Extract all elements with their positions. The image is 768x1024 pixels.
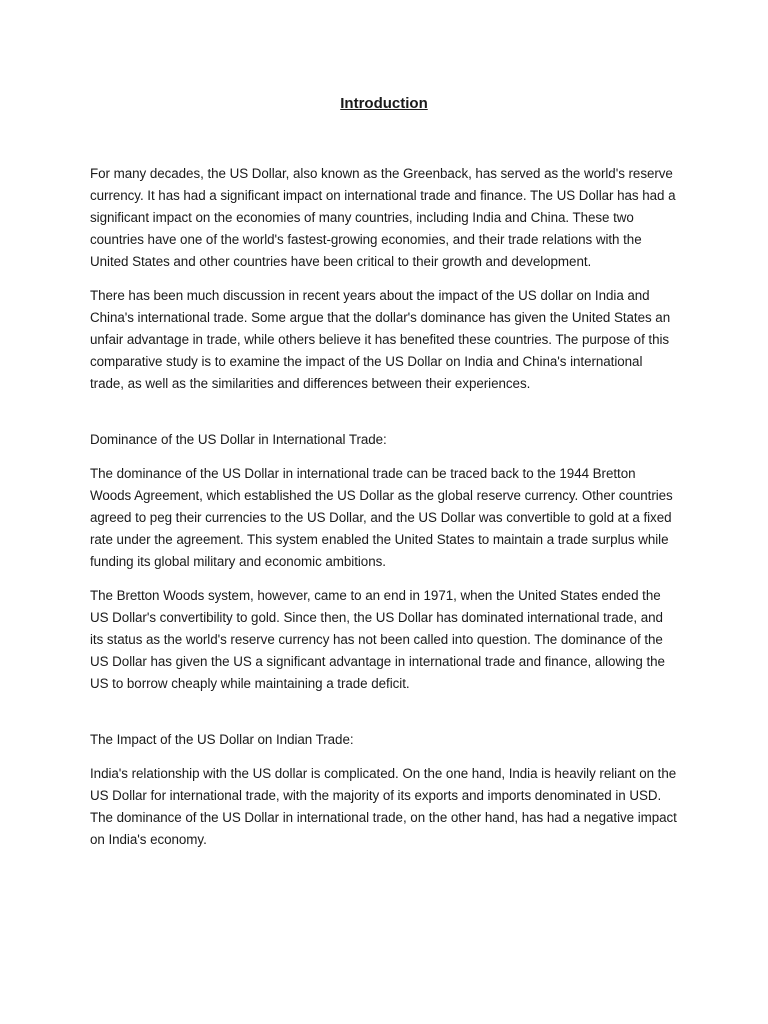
- intro-paragraph-1: For many decades, the US Dollar, also known as the Greenback, has served as the world's reserve currency. It has had a significant impact on international trade and finance. The US Dollar has had a significant impact on the economies of many countries, including India and China. These two countries have one of the world's fastest-growing economies, and their trade relations with the United States and other countries have been critical to their growth and development.: [90, 166, 676, 269]
- intro-paragraph-2: There has been much discussion in recent years about the impact of the US dollar on India and China's international trade. Some argue that the dollar's dominance has given the United States an unfair advantage in trade, while others believe it has benefited these countries. The purpose of this comparative study is to examine the impact of the US Dollar on India and China's international trade, as well as the similarities and differences between their experiences.: [90, 288, 671, 391]
- section-heading-dominance: Dominance of the US Dollar in International Trade:: [90, 432, 387, 447]
- dominance-paragraph-1: The dominance of the US Dollar in international trade can be traced back to the 1944 Bretton Woods Agreement, which established the US Dollar as the global reserve currency. Other countries agreed to peg their currencies to the US Dollar, and the US Dollar was convertible to gold at a fixed rate under the agreement. This system enabled the United States to maintain a trade surplus while funding its global military and economic ambitions.: [90, 466, 673, 569]
- document-content: [90, 94, 678, 863]
- document-title: Introduction: [340, 95, 428, 112]
- section-heading-india: The Impact of the US Dollar on Indian Trade:: [90, 732, 354, 747]
- india-paragraph-1: India's relationship with the US dollar is complicated. On the one hand, India is heavily reliant on the US Dollar for international trade, with the majority of its exports and imports denominated in USD. The dominance of the US Dollar in international trade, on the other hand, has had a negative impact on India's economy.: [90, 766, 677, 847]
- dominance-paragraph-2: The Bretton Woods system, however, came to an end in 1971, when the United States ended the US Dollar's convertibility to gold. Since then, the US Dollar has dominated international trade, and its status as the world's reserve currency has not been called into question. The dominance of the US Dollar has given the US a significant advantage in international trade and finance, allowing the US to borrow cheaply while maintaining a trade deficit.: [90, 588, 665, 691]
